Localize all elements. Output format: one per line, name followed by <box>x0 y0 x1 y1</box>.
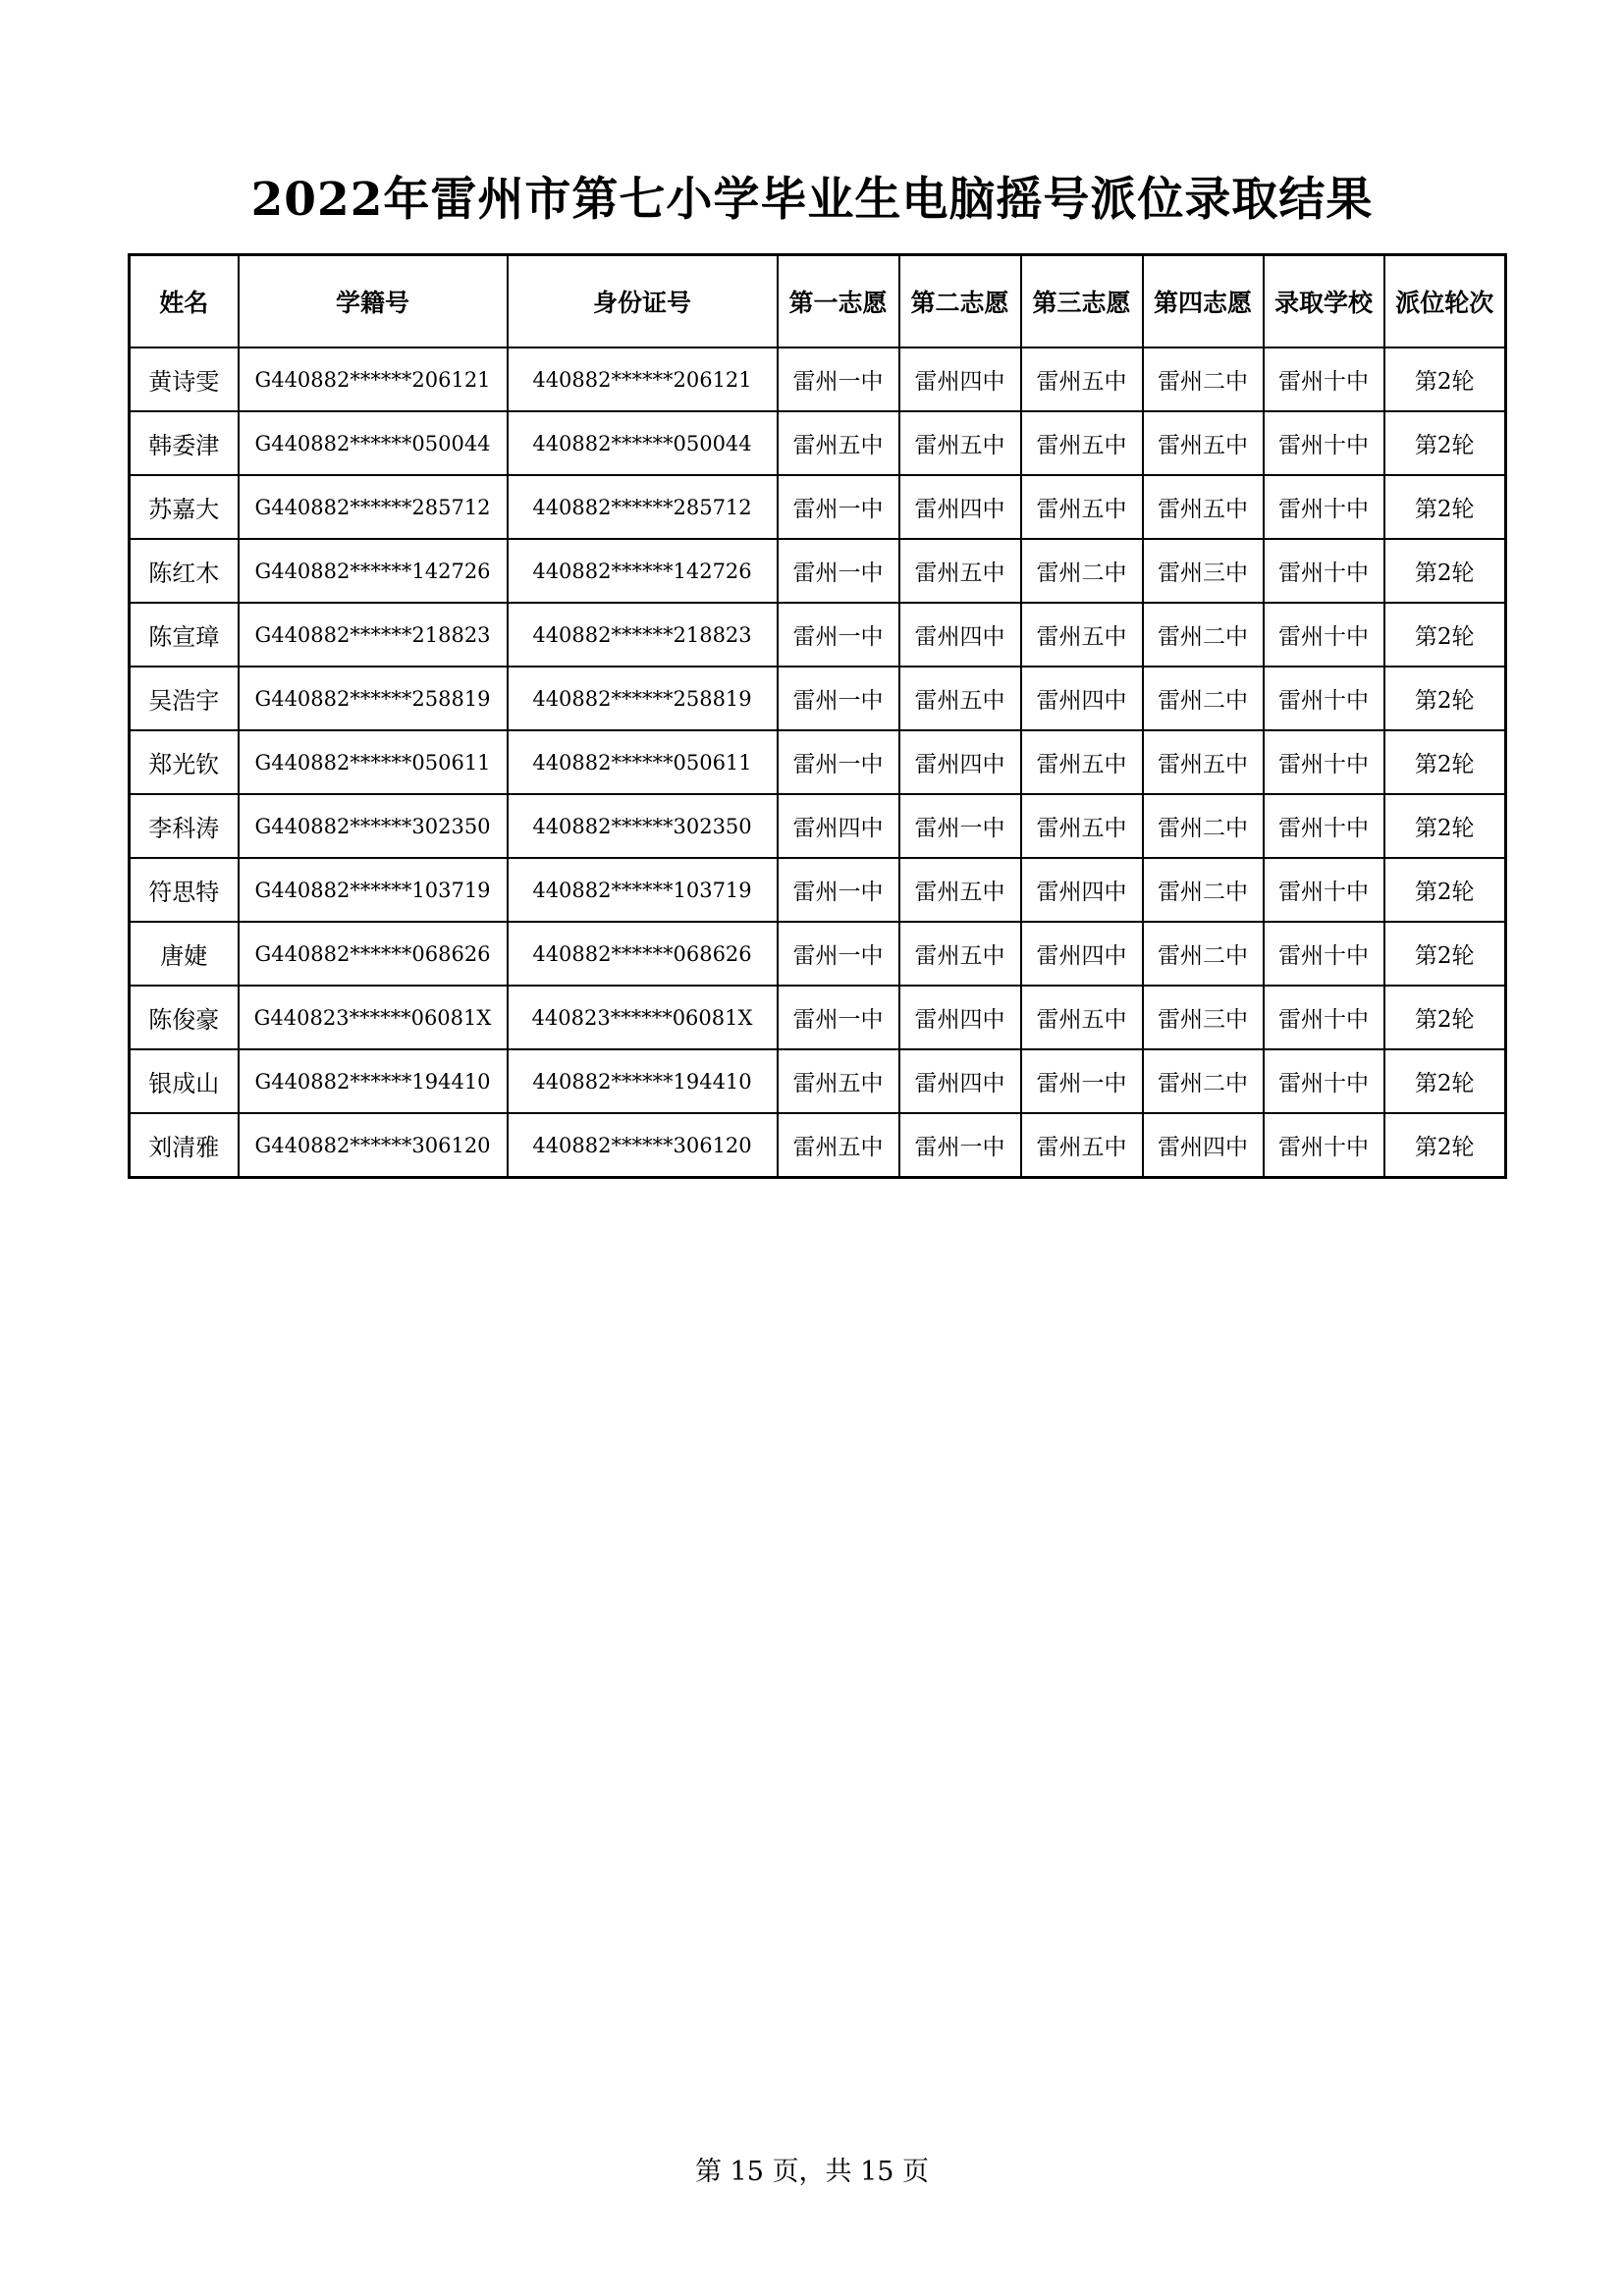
cell-first-choice: 雷州一中 <box>778 986 899 1049</box>
cell-id-number: 440882******285712 <box>508 475 778 539</box>
cell-allocation-round: 第2轮 <box>1384 986 1506 1049</box>
cell-id-number: 440882******258819 <box>508 667 778 730</box>
cell-third-choice: 雷州五中 <box>1021 475 1143 539</box>
cell-allocation-round: 第2轮 <box>1384 667 1506 730</box>
cell-allocation-round: 第2轮 <box>1384 858 1506 922</box>
cell-second-choice: 雷州一中 <box>899 794 1021 858</box>
cell-third-choice: 雷州二中 <box>1021 539 1143 603</box>
cell-id-number: 440882******302350 <box>508 794 778 858</box>
cell-first-choice: 雷州一中 <box>778 858 899 922</box>
cell-id-number: 440882******103719 <box>508 858 778 922</box>
cell-fourth-choice: 雷州三中 <box>1143 539 1264 603</box>
cell-admitted-school: 雷州十中 <box>1264 1049 1384 1113</box>
cell-second-choice: 雷州四中 <box>899 475 1021 539</box>
table-row <box>130 1049 1506 1113</box>
header-fourth-choice: 第四志愿 <box>1143 255 1264 348</box>
cell-name: 李科涛 <box>130 794 239 858</box>
cell-id-number: 440882******142726 <box>508 539 778 603</box>
cell-third-choice: 雷州五中 <box>1021 1113 1143 1178</box>
cell-first-choice: 雷州一中 <box>778 922 899 986</box>
admission-result-table <box>128 253 1507 1179</box>
cell-id-number: 440882******306120 <box>508 1113 778 1178</box>
cell-name: 银成山 <box>130 1049 239 1113</box>
header-student-number: 学籍号 <box>239 255 508 348</box>
table-row <box>130 730 1506 794</box>
cell-admitted-school: 雷州十中 <box>1264 667 1384 730</box>
cell-name: 刘清雅 <box>130 1113 239 1178</box>
cell-id-number: 440882******050611 <box>508 730 778 794</box>
cell-id-number: 440882******050044 <box>508 411 778 475</box>
cell-name: 唐婕 <box>130 922 239 986</box>
cell-student-number: G440882******285712 <box>239 475 508 539</box>
cell-second-choice: 雷州五中 <box>899 667 1021 730</box>
table-header-row <box>130 255 1506 348</box>
cell-third-choice: 雷州四中 <box>1021 667 1143 730</box>
table-row <box>130 475 1506 539</box>
cell-first-choice: 雷州五中 <box>778 1113 899 1178</box>
cell-student-number: G440882******194410 <box>239 1049 508 1113</box>
cell-admitted-school: 雷州十中 <box>1264 858 1384 922</box>
cell-admitted-school: 雷州十中 <box>1264 475 1384 539</box>
cell-fourth-choice: 雷州二中 <box>1143 922 1264 986</box>
cell-admitted-school: 雷州十中 <box>1264 922 1384 986</box>
cell-student-number: G440882******142726 <box>239 539 508 603</box>
cell-student-number: G440882******068626 <box>239 922 508 986</box>
cell-first-choice: 雷州四中 <box>778 794 899 858</box>
cell-allocation-round: 第2轮 <box>1384 411 1506 475</box>
cell-second-choice: 雷州五中 <box>899 922 1021 986</box>
cell-name: 韩委津 <box>130 411 239 475</box>
cell-first-choice: 雷州一中 <box>778 475 899 539</box>
cell-allocation-round: 第2轮 <box>1384 475 1506 539</box>
table-row <box>130 794 1506 858</box>
cell-allocation-round: 第2轮 <box>1384 730 1506 794</box>
cell-first-choice: 雷州五中 <box>778 411 899 475</box>
table-row <box>130 539 1506 603</box>
table-row <box>130 603 1506 667</box>
cell-id-number: 440882******194410 <box>508 1049 778 1113</box>
table-row <box>130 858 1506 922</box>
cell-student-number: G440882******050611 <box>239 730 508 794</box>
cell-second-choice: 雷州四中 <box>899 730 1021 794</box>
cell-second-choice: 雷州五中 <box>899 539 1021 603</box>
cell-second-choice: 雷州四中 <box>899 986 1021 1049</box>
header-allocation-round: 派位轮次 <box>1384 255 1506 348</box>
cell-fourth-choice: 雷州二中 <box>1143 347 1264 411</box>
page-footer: 第 15 页，共 15 页 <box>694 2157 930 2187</box>
cell-third-choice: 雷州四中 <box>1021 922 1143 986</box>
cell-id-number: 440882******206121 <box>508 347 778 411</box>
cell-admitted-school: 雷州十中 <box>1264 347 1384 411</box>
cell-admitted-school: 雷州十中 <box>1264 986 1384 1049</box>
table-body <box>130 347 1506 1178</box>
header-id-number: 身份证号 <box>508 255 778 348</box>
cell-second-choice: 雷州一中 <box>899 1113 1021 1178</box>
header-name: 姓名 <box>130 255 239 348</box>
cell-allocation-round: 第2轮 <box>1384 539 1506 603</box>
cell-id-number: 440823******06081X <box>508 986 778 1049</box>
cell-first-choice: 雷州五中 <box>778 1049 899 1113</box>
cell-admitted-school: 雷州十中 <box>1264 539 1384 603</box>
cell-allocation-round: 第2轮 <box>1384 794 1506 858</box>
cell-third-choice: 雷州五中 <box>1021 347 1143 411</box>
cell-name: 陈俊豪 <box>130 986 239 1049</box>
cell-fourth-choice: 雷州二中 <box>1143 603 1264 667</box>
table-row <box>130 986 1506 1049</box>
page-title: 2022年雷州市第七小学毕业生电脑摇号派位录取结果 <box>250 173 1374 227</box>
cell-allocation-round: 第2轮 <box>1384 347 1506 411</box>
cell-allocation-round: 第2轮 <box>1384 922 1506 986</box>
cell-student-number: G440882******302350 <box>239 794 508 858</box>
cell-name: 郑光钦 <box>130 730 239 794</box>
header-second-choice: 第二志愿 <box>899 255 1021 348</box>
cell-fourth-choice: 雷州二中 <box>1143 858 1264 922</box>
cell-allocation-round: 第2轮 <box>1384 1113 1506 1178</box>
cell-student-number: G440823******06081X <box>239 986 508 1049</box>
cell-third-choice: 雷州五中 <box>1021 603 1143 667</box>
cell-student-number: G440882******103719 <box>239 858 508 922</box>
table-row <box>130 1113 1506 1178</box>
cell-fourth-choice: 雷州二中 <box>1143 1049 1264 1113</box>
cell-fourth-choice: 雷州四中 <box>1143 1113 1264 1178</box>
cell-allocation-round: 第2轮 <box>1384 1049 1506 1113</box>
cell-id-number: 440882******218823 <box>508 603 778 667</box>
cell-fourth-choice: 雷州二中 <box>1143 667 1264 730</box>
cell-fourth-choice: 雷州二中 <box>1143 794 1264 858</box>
cell-third-choice: 雷州四中 <box>1021 858 1143 922</box>
cell-name: 符思特 <box>130 858 239 922</box>
cell-fourth-choice: 雷州三中 <box>1143 986 1264 1049</box>
cell-third-choice: 雷州五中 <box>1021 411 1143 475</box>
cell-third-choice: 雷州五中 <box>1021 986 1143 1049</box>
cell-student-number: G440882******206121 <box>239 347 508 411</box>
cell-first-choice: 雷州一中 <box>778 539 899 603</box>
table-row <box>130 667 1506 730</box>
cell-allocation-round: 第2轮 <box>1384 603 1506 667</box>
table-row <box>130 347 1506 411</box>
cell-first-choice: 雷州一中 <box>778 603 899 667</box>
table-row <box>130 411 1506 475</box>
cell-fourth-choice: 雷州五中 <box>1143 475 1264 539</box>
cell-third-choice: 雷州一中 <box>1021 1049 1143 1113</box>
cell-admitted-school: 雷州十中 <box>1264 603 1384 667</box>
cell-second-choice: 雷州五中 <box>899 411 1021 475</box>
cell-student-number: G440882******218823 <box>239 603 508 667</box>
cell-first-choice: 雷州一中 <box>778 730 899 794</box>
cell-student-number: G440882******258819 <box>239 667 508 730</box>
table-row <box>130 922 1506 986</box>
cell-second-choice: 雷州四中 <box>899 347 1021 411</box>
header-admitted-school: 录取学校 <box>1264 255 1384 348</box>
cell-name: 苏嘉大 <box>130 475 239 539</box>
cell-student-number: G440882******050044 <box>239 411 508 475</box>
cell-name: 吴浩宇 <box>130 667 239 730</box>
header-third-choice: 第三志愿 <box>1021 255 1143 348</box>
cell-admitted-school: 雷州十中 <box>1264 411 1384 475</box>
cell-second-choice: 雷州五中 <box>899 858 1021 922</box>
cell-admitted-school: 雷州十中 <box>1264 1113 1384 1178</box>
cell-admitted-school: 雷州十中 <box>1264 794 1384 858</box>
cell-third-choice: 雷州五中 <box>1021 794 1143 858</box>
cell-first-choice: 雷州一中 <box>778 347 899 411</box>
cell-name: 陈宣璋 <box>130 603 239 667</box>
cell-first-choice: 雷州一中 <box>778 667 899 730</box>
cell-id-number: 440882******068626 <box>508 922 778 986</box>
cell-name: 陈红木 <box>130 539 239 603</box>
cell-third-choice: 雷州五中 <box>1021 730 1143 794</box>
cell-admitted-school: 雷州十中 <box>1264 730 1384 794</box>
cell-fourth-choice: 雷州五中 <box>1143 411 1264 475</box>
header-first-choice: 第一志愿 <box>778 255 899 348</box>
cell-fourth-choice: 雷州五中 <box>1143 730 1264 794</box>
cell-second-choice: 雷州四中 <box>899 1049 1021 1113</box>
cell-second-choice: 雷州四中 <box>899 603 1021 667</box>
cell-student-number: G440882******306120 <box>239 1113 508 1178</box>
cell-name: 黄诗雯 <box>130 347 239 411</box>
